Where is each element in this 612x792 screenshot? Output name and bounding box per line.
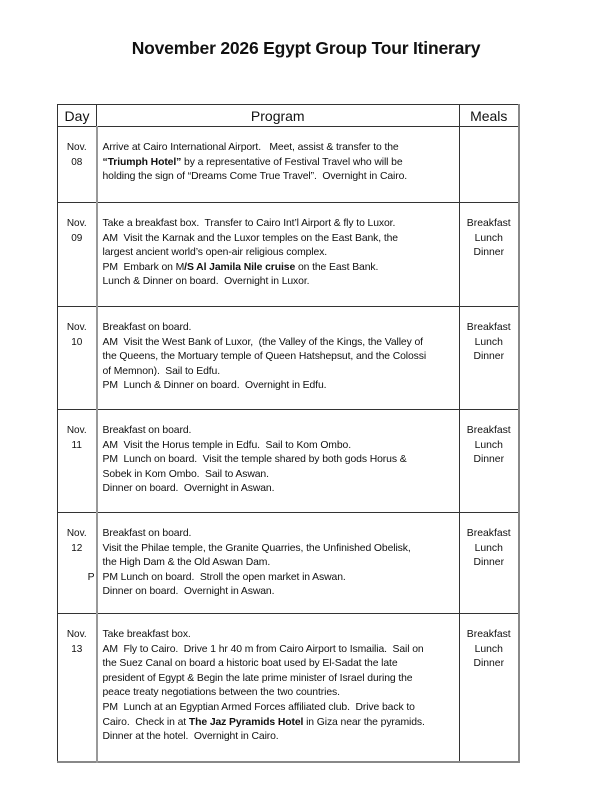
program-text: Arrive at Cairo International Airport. Meet, assist & transfer to the xyxy=(102,142,399,153)
program-line xyxy=(103,350,455,365)
program-cell xyxy=(97,203,460,307)
day-month: Nov. xyxy=(66,528,87,539)
table-header-row xyxy=(58,105,520,127)
program-text: Take breakfast box. xyxy=(102,629,191,640)
day-cell xyxy=(58,513,97,614)
program-text: on the East Bank. xyxy=(295,261,379,273)
program-line xyxy=(103,156,455,171)
table-row xyxy=(58,410,520,513)
meals-cell xyxy=(459,127,519,203)
program-text: by a representative of Festival Travel who will be xyxy=(181,156,403,168)
table-row xyxy=(58,513,520,614)
program-text: PM Lunch & Dinner on board. Overnight in Edfu. xyxy=(102,380,327,392)
day-number: 09 xyxy=(71,232,83,244)
program-line xyxy=(103,643,455,658)
program-text: AM Fly to Cairo. Drive 1 hr 40 m from Cairo Airport to Ismailia. Sail on xyxy=(102,643,424,655)
meal-item: Dinner xyxy=(473,658,505,670)
program-text: in Giza near the pyramids. xyxy=(303,716,425,728)
day-month: Nov. xyxy=(66,425,87,436)
program-text: holding the sign of “Dreams Come True Travel”. Overnight in Cairo. xyxy=(102,171,408,183)
meals-cell xyxy=(459,410,519,513)
meal-item: Dinner xyxy=(473,351,505,363)
program-line xyxy=(103,453,455,468)
program-text-bold: /S Al Jamila Nile cruise xyxy=(184,261,296,273)
header-program: Program xyxy=(97,105,460,127)
program-text: peace treaty negotiations between the two countries. xyxy=(102,687,340,699)
day-month: Nov. xyxy=(66,322,87,333)
program-text: president of Egypt & Begin the late prime minister of Israel during the xyxy=(102,672,413,684)
program-text: Cairo. Check in at xyxy=(102,716,189,728)
meal-item: Lunch xyxy=(474,336,503,348)
program-line xyxy=(103,217,455,232)
meal-item: Dinner xyxy=(473,454,505,466)
day-cell xyxy=(58,614,97,762)
meal-item: Lunch xyxy=(474,643,503,655)
program-text: Breakfast on board. xyxy=(102,425,192,436)
program-text: Dinner on board. Overnight in Aswan. xyxy=(102,483,275,495)
program-line xyxy=(103,232,455,247)
program-line xyxy=(103,701,455,716)
document-title: November 2026 Egypt Group Tour Itinerary xyxy=(131,38,481,58)
day-number: 13 xyxy=(71,643,83,655)
program-line xyxy=(103,379,455,394)
program-text: PM Lunch at an Egyptian Armed Forces affiliated club. Drive back to xyxy=(102,701,415,713)
day-number: 12 xyxy=(71,542,83,554)
program-cell xyxy=(97,614,460,762)
program-line xyxy=(103,585,455,600)
meal-item: Lunch xyxy=(474,439,503,451)
program-text: the High Dam & the Old Aswan Dam. xyxy=(102,557,271,569)
program-text: Dinner on board. Overnight in Aswan. xyxy=(102,586,275,598)
program-line xyxy=(103,275,455,290)
program-line xyxy=(103,468,455,483)
meal-item: Breakfast xyxy=(466,528,511,539)
day-number: 08 xyxy=(71,156,83,168)
meal-item: Breakfast xyxy=(466,322,511,333)
program-line xyxy=(103,246,455,261)
program-text-bold: “Triumph Hotel” xyxy=(102,156,182,168)
stray-mark: P xyxy=(87,571,95,583)
day-number: 11 xyxy=(71,439,82,451)
table-row xyxy=(58,307,520,410)
header-day: Day xyxy=(58,105,97,127)
program-line xyxy=(103,321,455,336)
program-text: Sobek in Kom Ombo. Sail to Aswan. xyxy=(102,468,269,480)
program-line xyxy=(103,365,455,380)
program-line xyxy=(103,672,455,687)
day-month: Nov. xyxy=(66,142,87,153)
program-text: largest ancient world’s open-air religious complex. xyxy=(102,247,328,259)
meals-cell xyxy=(459,614,519,762)
program-text: the Queens, the Mortuary temple of Queen Hatshepsut, and the Colossi xyxy=(102,351,427,363)
meal-item: Breakfast xyxy=(466,425,511,436)
table-row xyxy=(58,127,520,203)
meals-cell xyxy=(459,203,519,307)
meals-cell xyxy=(459,513,519,614)
program-line xyxy=(103,628,455,643)
program-cell xyxy=(97,410,460,513)
program-text: Breakfast on board. xyxy=(102,322,192,333)
program-text: Breakfast on board. xyxy=(102,528,192,539)
meal-item: Breakfast xyxy=(466,629,511,640)
day-month: Nov. xyxy=(66,629,87,640)
program-line xyxy=(103,424,455,439)
program-text: AM Visit the West Bank of Luxor, (the Valley of the Kings, the Valley of xyxy=(102,336,423,348)
meal-item: Dinner xyxy=(473,247,505,259)
meal-item: Dinner xyxy=(473,557,505,569)
program-text-bold: The Jaz Pyramids Hotel xyxy=(188,716,304,728)
meal-item: Lunch xyxy=(474,542,503,554)
program-text: Lunch & Dinner on board. Overnight in Luxor. xyxy=(102,276,310,288)
meal-item: Lunch xyxy=(474,232,503,244)
program-line xyxy=(103,657,455,672)
program-text: Dinner at the hotel. Overnight in Cairo. xyxy=(102,731,279,743)
program-text: AM Visit the Karnak and the Luxor temples on the East Bank, the xyxy=(102,232,398,244)
day-cell xyxy=(58,307,97,410)
day-month: Nov. xyxy=(66,218,87,229)
table-row xyxy=(58,203,520,307)
program-text: PM Lunch on board. Stroll the open market in Aswan. xyxy=(102,571,346,583)
program-line xyxy=(103,571,455,586)
program-line xyxy=(103,482,455,497)
program-line xyxy=(103,439,455,454)
program-text: the Suez Canal on board a historic boat used by El-Sadat the late xyxy=(102,658,398,670)
program-cell xyxy=(97,127,460,203)
meals-cell xyxy=(459,307,519,410)
program-line xyxy=(103,686,455,701)
program-line xyxy=(103,261,455,276)
table-row xyxy=(58,614,520,762)
program-text: PM Embark on M xyxy=(102,261,185,273)
program-line xyxy=(103,542,455,557)
program-line xyxy=(103,730,455,745)
program-text: AM Visit the Horus temple in Edfu. Sail to Kom Ombo. xyxy=(102,439,352,451)
program-cell xyxy=(97,513,460,614)
program-text: of Memnon). Sail to Edfu. xyxy=(102,365,221,377)
program-line xyxy=(103,141,455,156)
itinerary-table xyxy=(57,104,520,763)
day-cell xyxy=(58,203,97,307)
program-cell xyxy=(97,307,460,410)
program-line xyxy=(103,336,455,351)
program-text: Visit the Philae temple, the Granite Quarries, the Unfinished Obelisk, xyxy=(102,542,411,554)
program-text: PM Lunch on board. Visit the temple shared by both gods Horus & xyxy=(102,454,407,466)
header-meals: Meals xyxy=(459,105,519,127)
program-line xyxy=(103,527,455,542)
day-number: 10 xyxy=(71,336,83,348)
meal-item: Breakfast xyxy=(466,218,511,229)
program-text: Take a breakfast box. Transfer to Cairo Int’l Airport & fly to Luxor. xyxy=(102,218,396,229)
program-line xyxy=(103,716,455,731)
day-cell xyxy=(58,127,97,203)
program-line xyxy=(103,170,455,185)
day-cell xyxy=(58,410,97,513)
program-line xyxy=(103,556,455,571)
